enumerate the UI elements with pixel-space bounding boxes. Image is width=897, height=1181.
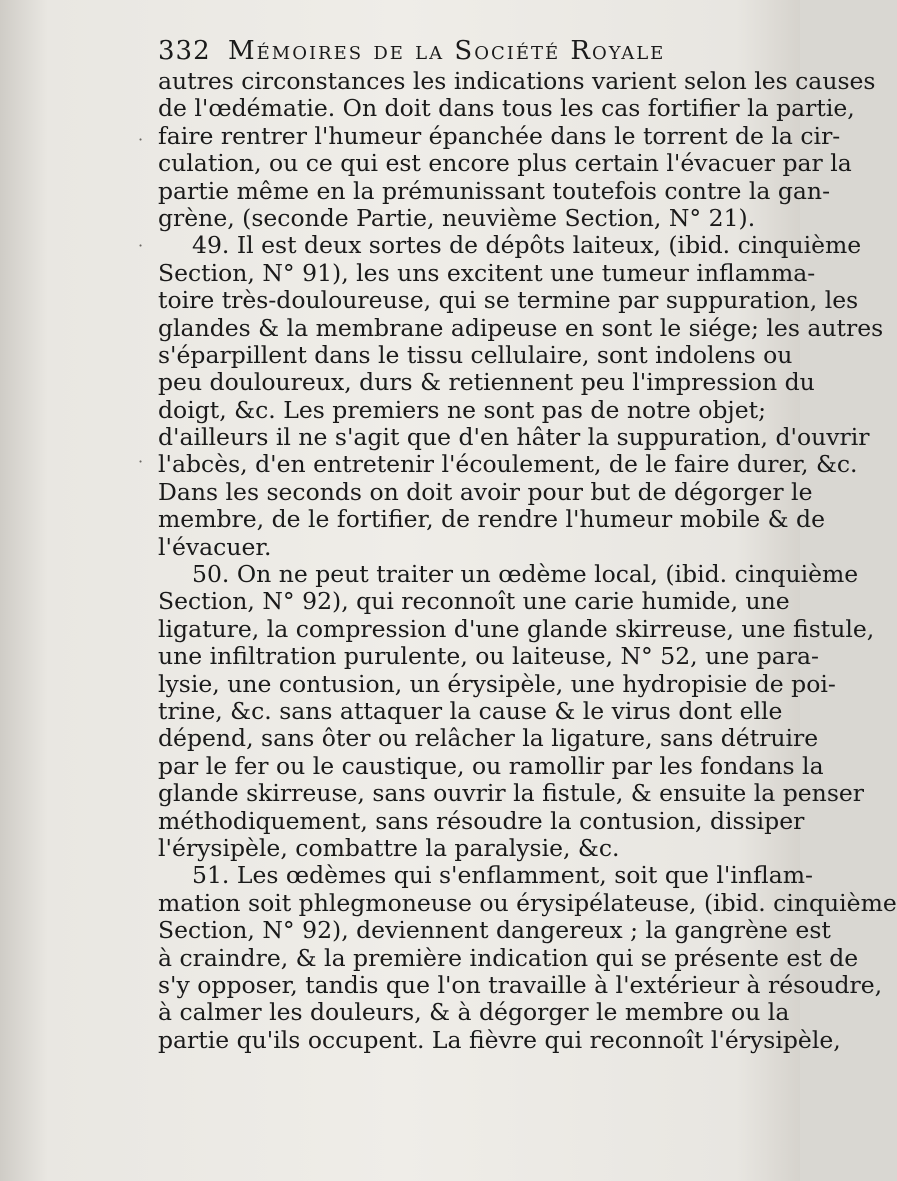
text-line: l'abcès, d'en entretenir l'écoulement, de le faire durer, &c. [158,450,858,479]
text-line: trine, &c. sans attaquer la cause & le virus dont elle [158,696,783,725]
text-line: Section, N° 92), qui reconnoît une carie humide, une [158,587,790,616]
text-line: glande skirreuse, sans ouvrir la fistule, & ensuite la penser [158,779,865,808]
text-line: ligature, la compression d'une glande skirreuse, une fistule, [158,614,875,643]
text-line: peu douloureux, durs & retiennent peu l'impression du [158,368,815,397]
text-line: partie même en la prémunissant toutefois contre la gan- [158,176,831,205]
text-line: culation, ou ce qui est encore plus certain l'évacuer par la [158,149,852,178]
text-line: à craindre, & la première indication qui se présente est de [158,943,859,972]
margin-mark: · [138,236,144,255]
text-line: mation soit phlegmoneuse ou érysipélateuse, (ibid. cinquième [158,888,897,917]
text-line: autres circonstances les indications varient selon les causes [158,67,876,95]
text-line: une infiltration purulente, ou laiteuse, N° 52, une para- [158,642,819,671]
running-head: Mémoires de la Société Royale [228,36,666,66]
paragraph-49-start: 49. Il est deux sortes de dépôts laiteux, (ibid. cinquième [192,231,862,260]
text-line: Section, N° 91), les uns excitent une tumeur inflamma- [158,258,816,287]
text-line: d'ailleurs il ne s'agit que d'en hâter la suppuration, d'ouvrir [158,423,870,452]
paragraph-50-start: 50. On ne peut traiter un œdème local, (ibid. cinquième [192,560,859,589]
text-line: par le fer ou le caustique, ou ramollir par les fondans la [158,751,824,780]
text-line: membre, de le fortifier, de rendre l'humeur mobile & de [158,505,825,534]
text-line: s'éparpillent dans le tissu cellulaire, sont indolens ou [158,340,793,369]
text-line: grène, (seconde Partie, neuvième Section, N° 21). [158,203,756,232]
text-line: l'évacuer. [158,532,272,561]
page-text [158,36,897,1054]
text-line: à calmer les douleurs, & à dégorger le membre ou la [158,998,790,1027]
page-header [158,36,766,66]
margin-mark: · [138,130,144,149]
text-line: faire rentrer l'humeur épanchée dans le torrent de la cir- [158,121,841,150]
text-line: glandes & la membrane adipeuse en sont le siége; les autres [158,313,884,342]
margin-mark: · [138,452,144,471]
text-line: dépend, sans ôter ou relâcher la ligature, sans détruire [158,724,819,753]
text-line: s'y opposer, tandis que l'on travaille à l'extérieur à résoudre, [158,970,883,999]
text-line: méthodiquement, sans résoudre la contusion, dissiper [158,806,805,835]
text-line: l'érysipèle, combattre la paralysie, &c. [158,833,620,862]
text-line: de l'œdématie. On doit dans tous les cas fortifier la partie, [158,94,855,123]
text-line: Section, N° 92), deviennent dangereux ; la gangrène est [158,916,831,945]
text-line: lysie, une contusion, un érysipèle, une hydropisie de poi- [158,669,836,698]
page-number: 332 [158,36,211,66]
text-line: doigt, &c. Les premiers ne sont pas de notre objet; [158,395,766,424]
text-line: toire très-douloureuse, qui se termine par suppuration, les [158,286,859,315]
text-line: partie qu'ils occupent. La fièvre qui reconnoît l'érysipèle, [158,1025,841,1054]
paragraph-51-start: 51. Les œdèmes qui s'enflamment, soit que l'inflam- [192,861,813,890]
text-line: Dans les seconds on doit avoir pour but de dégorger le [158,477,813,506]
